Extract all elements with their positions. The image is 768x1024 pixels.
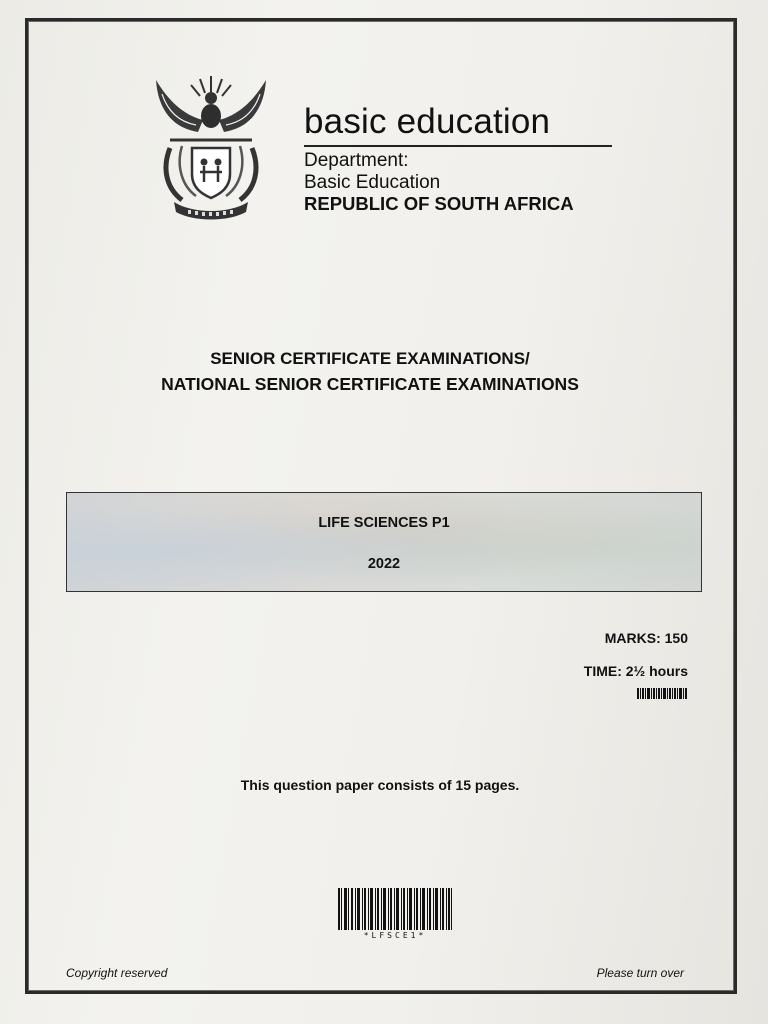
coat-of-arms-icon bbox=[148, 70, 274, 222]
time-label: TIME: 2½ hours bbox=[583, 663, 688, 679]
barcode-icon bbox=[338, 888, 452, 930]
pages-note: This question paper consists of 15 pages. bbox=[240, 777, 520, 793]
turn-over-note: Please turn over bbox=[596, 966, 684, 980]
department-name: Basic Education bbox=[304, 172, 441, 193]
country-name: REPUBLIC OF SOUTH AFRICA bbox=[304, 193, 574, 214]
brand-underline bbox=[304, 145, 612, 147]
small-barcode-icon bbox=[637, 688, 687, 699]
copyright-note: Copyright reserved bbox=[66, 966, 168, 980]
subject-name: LIFE SCIENCES P1 bbox=[318, 515, 450, 531]
subject-box bbox=[66, 492, 702, 592]
exam-title-line1: SENIOR CERTIFICATE EXAMINATIONS/ bbox=[210, 349, 530, 368]
exam-title-line2: NATIONAL SENIOR CERTIFICATE EXAMINATIONS bbox=[161, 374, 579, 394]
brand-name: basic education bbox=[304, 102, 551, 141]
subject-year: 2022 bbox=[367, 556, 401, 572]
barcode-text: *LFSCE1* bbox=[363, 931, 427, 940]
marks-label: MARKS: 150 bbox=[604, 630, 688, 646]
department-label: Department: bbox=[304, 150, 409, 171]
